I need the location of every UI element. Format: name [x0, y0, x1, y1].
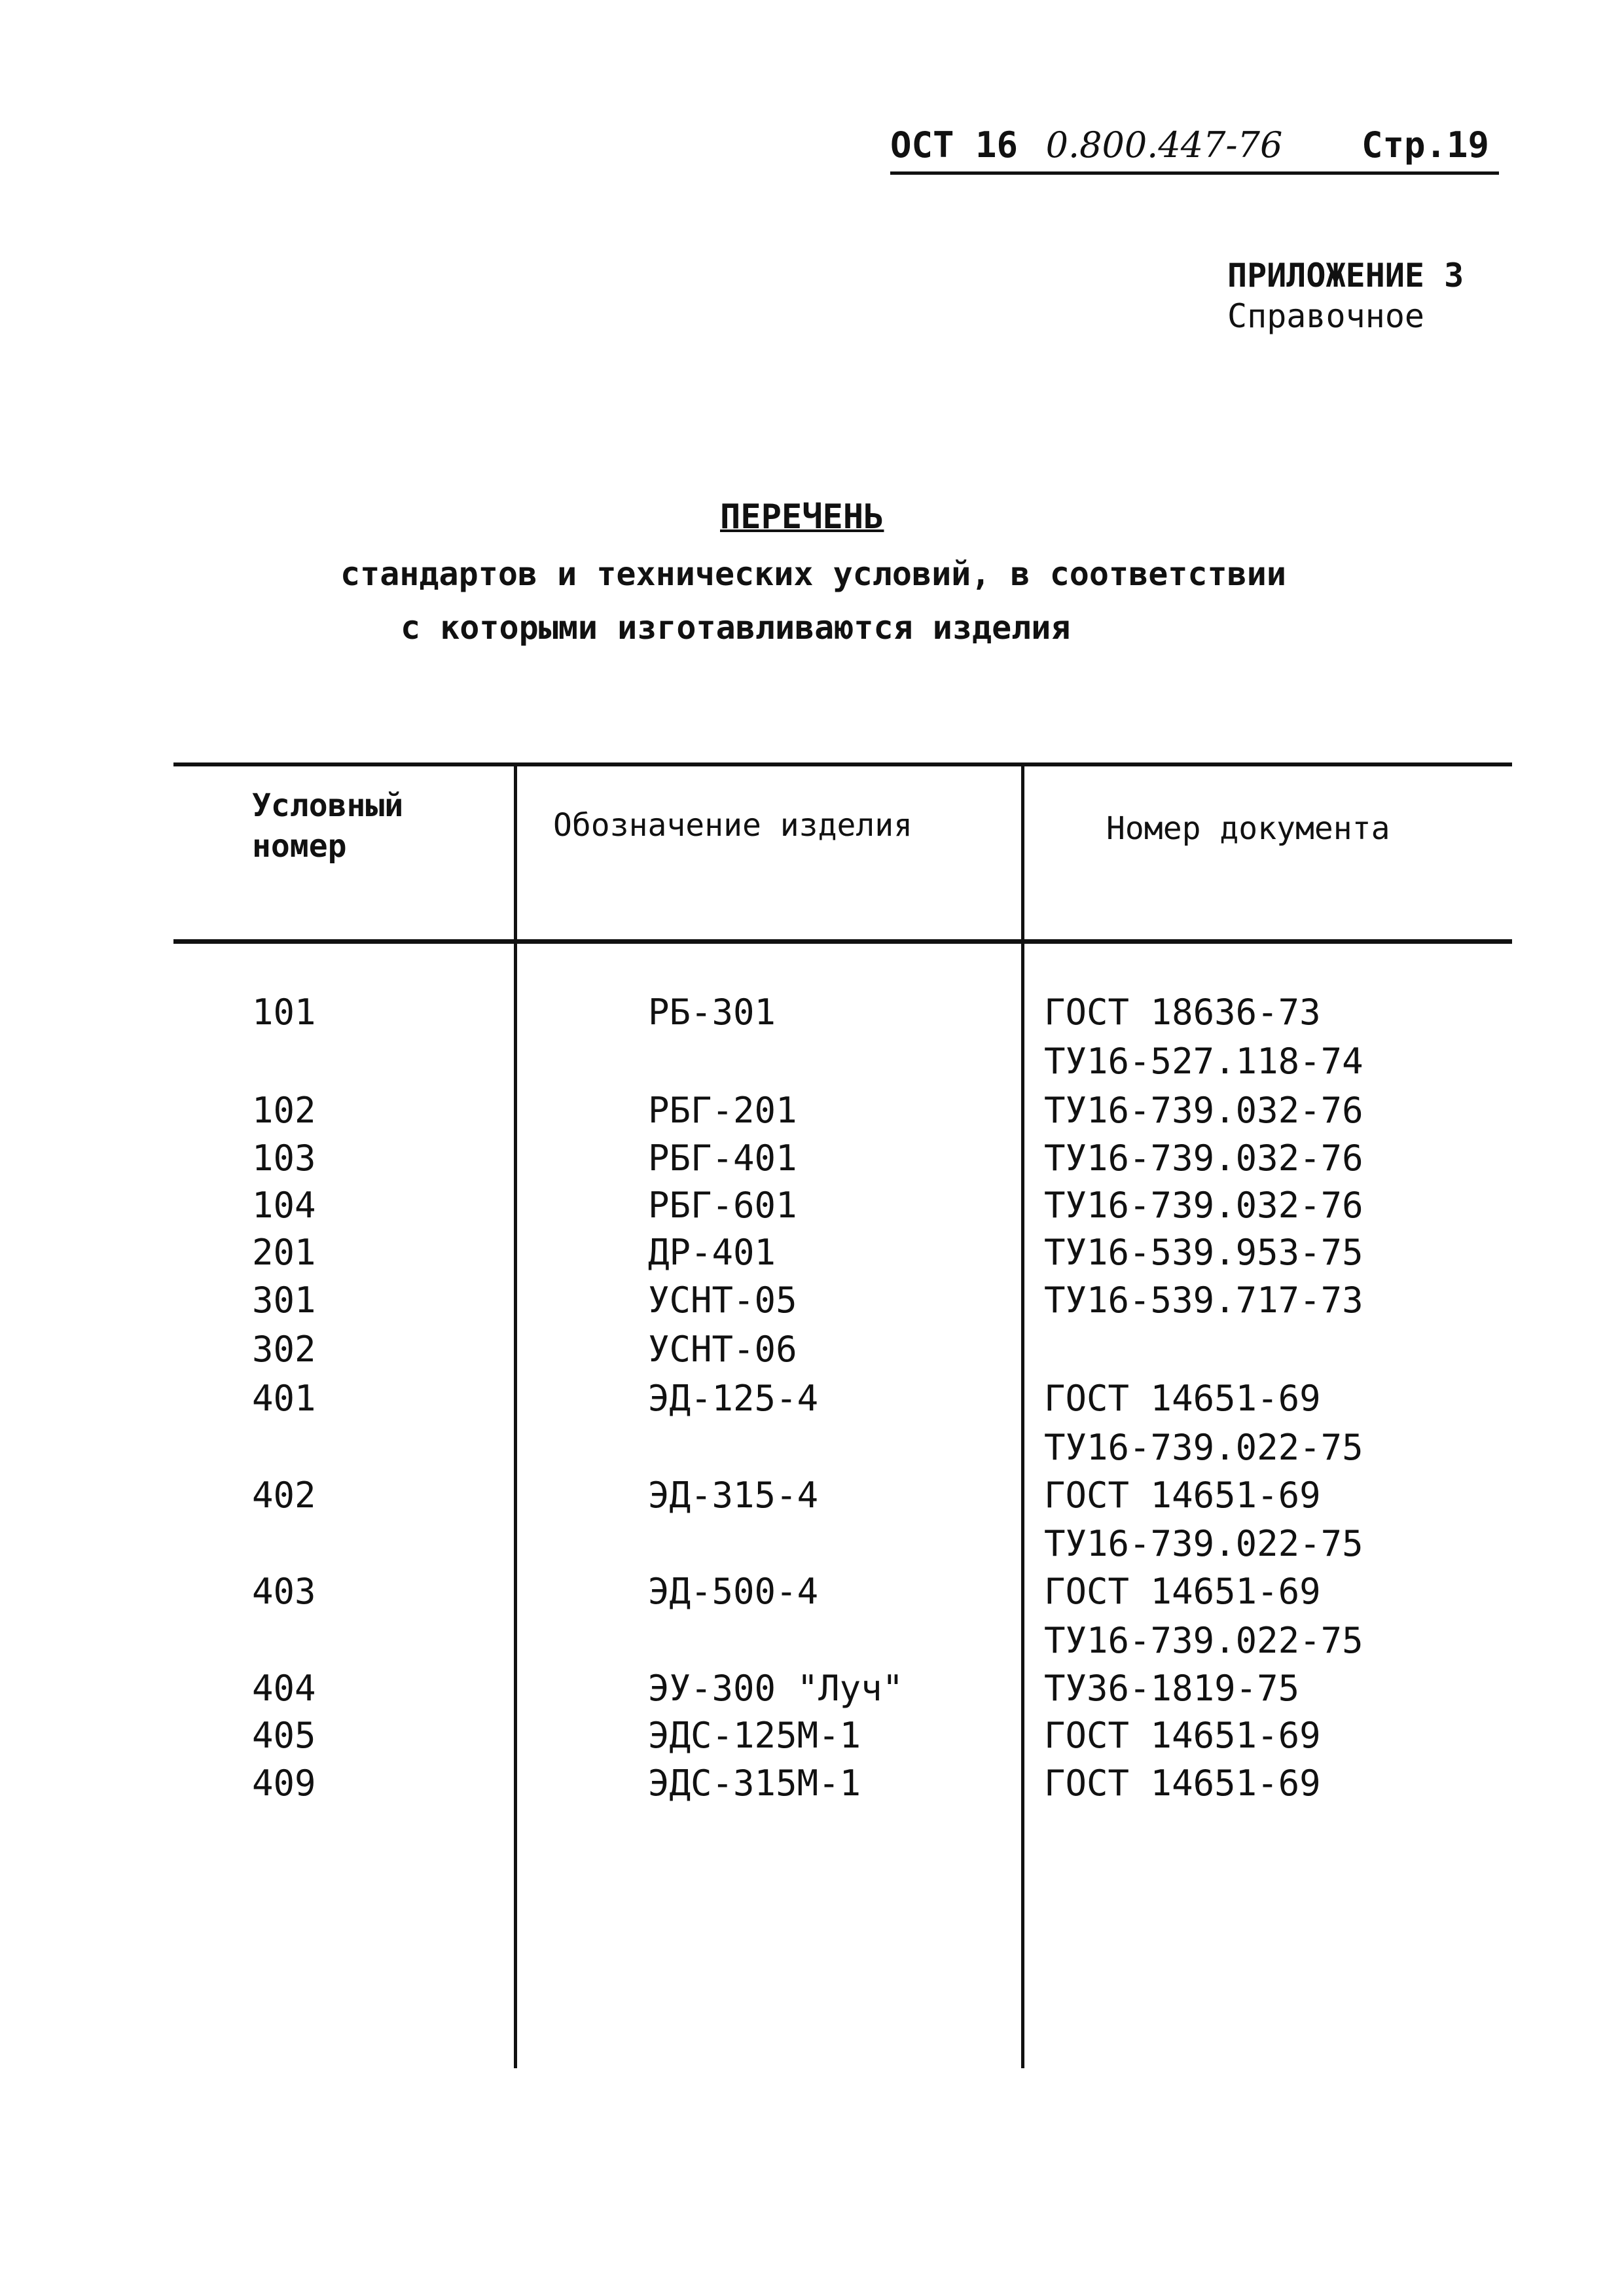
cell-item: РБГ-401	[648, 1138, 797, 1179]
cell-number: 302	[252, 1329, 316, 1370]
cell-item: РБГ-201	[648, 1090, 797, 1131]
appendix-label	[1227, 255, 1464, 336]
cell-document: ГОСТ 14651-69	[1044, 1378, 1321, 1419]
title-heading: ПЕРЕЧЕНЬ	[720, 497, 884, 537]
title-line-2: стандартов и технических условий, в соответствии	[340, 555, 1286, 593]
cell-number: 401	[252, 1378, 316, 1419]
cell-item: ЭД-315-4	[648, 1475, 819, 1516]
cell-document: ТУ16-739.022-75	[1044, 1620, 1363, 1661]
cell-number: 403	[252, 1571, 316, 1612]
cell-number: 201	[252, 1232, 316, 1273]
cell-document: ГОСТ 18636-73	[1044, 992, 1321, 1033]
cell-number: 405	[252, 1715, 316, 1756]
table-header-rule	[173, 939, 1512, 944]
document-header	[890, 124, 1499, 166]
standard-number-handwritten: 0.800.447-76	[1045, 124, 1283, 166]
cell-item: РБ-301	[648, 992, 776, 1033]
cell-item: РБГ-601	[648, 1185, 797, 1226]
appendix-title: ПРИЛОЖЕНИЕ 3	[1227, 257, 1464, 295]
cell-item: ЭУ-300 "Луч"	[648, 1668, 904, 1709]
appendix-subtitle: Справочное	[1227, 297, 1425, 335]
cell-document: ТУ16-739.022-75	[1044, 1523, 1363, 1564]
cell-document: ТУ16-739.032-76	[1044, 1138, 1363, 1179]
cell-item: ЭДС-125М-1	[648, 1715, 861, 1756]
cell-number: 103	[252, 1138, 316, 1179]
cell-document: ТУ16-739.032-76	[1044, 1090, 1363, 1131]
cell-document: ТУ16-739.022-75	[1044, 1427, 1363, 1468]
cell-document: ТУ16-739.032-76	[1044, 1185, 1363, 1226]
cell-document: ТУ16-527.118-74	[1044, 1041, 1363, 1082]
cell-number: 301	[252, 1280, 316, 1321]
page-number: Стр.19	[1362, 124, 1490, 166]
cell-document: ГОСТ 14651-69	[1044, 1475, 1321, 1516]
cell-item: УСНТ-06	[648, 1329, 797, 1370]
cell-document: ТУ36-1819-75	[1044, 1668, 1300, 1709]
column-header-item: Обозначение изделия	[553, 807, 913, 844]
cell-item: ЭДС-315М-1	[648, 1763, 861, 1804]
standard-code: ОСТ 16	[890, 124, 1019, 166]
column-header-number: Условный номер	[252, 787, 404, 865]
cell-number: 409	[252, 1763, 316, 1804]
cell-number: 102	[252, 1090, 316, 1131]
cell-item: ДР-401	[648, 1232, 776, 1273]
cell-document: ГОСТ 14651-69	[1044, 1715, 1321, 1756]
cell-number: 104	[252, 1185, 316, 1226]
cell-document: ТУ16-539.953-75	[1044, 1232, 1363, 1273]
column-header-document: Номер документа	[1106, 810, 1390, 847]
cell-item: ЭД-500-4	[648, 1571, 819, 1612]
table-top-rule	[173, 762, 1512, 766]
cell-document: ТУ16-539.717-73	[1044, 1280, 1363, 1321]
cell-number: 101	[252, 992, 316, 1033]
column-divider-2	[1021, 762, 1024, 2068]
cell-item: УСНТ-05	[648, 1280, 797, 1321]
header-underline	[890, 171, 1499, 175]
column-divider-1	[514, 762, 517, 2068]
cell-number: 402	[252, 1475, 316, 1516]
cell-number: 404	[252, 1668, 316, 1709]
cell-document: ГОСТ 14651-69	[1044, 1763, 1321, 1804]
cell-item: ЭД-125-4	[648, 1378, 819, 1419]
title-line-3: с которыми изготавливаются изделия	[401, 609, 1071, 647]
cell-document: ГОСТ 14651-69	[1044, 1571, 1321, 1612]
